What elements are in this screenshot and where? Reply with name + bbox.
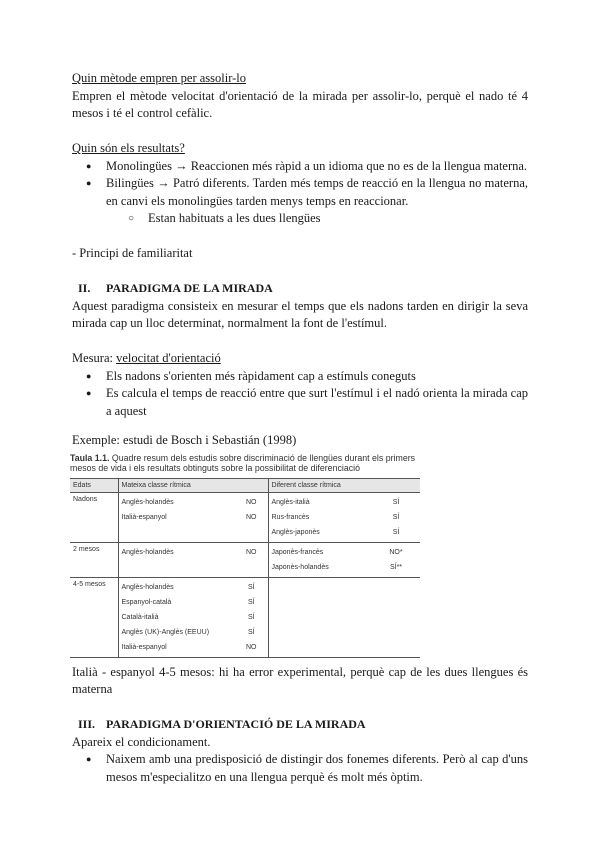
table-row-4-5-mesos <box>70 577 420 657</box>
pair-cell: Espanyol-català <box>121 598 172 606</box>
pair-cell: Anglès-holandès <box>121 548 174 556</box>
familiarity-note: - Principi de familiaritat <box>72 246 193 260</box>
section-iii-bullet-1: ● Naixem amb una predisposició de distingir dos fonemes diferents. Però al cap d'uns mesos m'especialitzo en una llengua perquè és molt més òptim. <box>72 751 528 786</box>
method-answer: Empren el mètode velocitat d'orientació de la mirada per assolir-lo, perquè el nado té 4 mesos i té el control cefàlic. <box>72 88 528 120</box>
pair-cell: Català-italià <box>121 613 159 621</box>
pair-cell: Japonès-holandès <box>271 563 329 571</box>
example-line: Exemple: estudi de Bosch i Sebastián (1998) <box>72 433 297 447</box>
age-cell: 4-5 mesos <box>70 577 118 657</box>
result-cell: SÍ <box>392 528 400 536</box>
results-bullet-bilingual: ● Bilingües → Patró diferents. Tarden més temps de reacció en la llengua no materna, en canvi els monolingües tarden menys temps en reaccionar. <box>72 175 528 210</box>
table-header-row <box>70 478 420 492</box>
pair-cell: Rus-francès <box>271 513 310 521</box>
section-iii-intro: Apareix el condicionament. <box>72 734 211 749</box>
measure-value: velocitat d'orientació <box>116 351 221 365</box>
measure-bullet-2: ● Es calcula el temps de reacció entre que surt l'estímul i el nadó orienta la mirada cap a aquest <box>72 385 528 420</box>
pair-cell: Italià-espanyol <box>121 513 167 521</box>
age-cell: 2 mesos <box>70 542 118 577</box>
result-cell: SÍ <box>247 628 255 636</box>
pair-cell: Anglès-holandès <box>121 498 174 506</box>
result-cell: NO <box>246 643 257 651</box>
measure-line <box>72 350 528 368</box>
section-iii-title: PARADIGMA D'ORIENTACIÓ DE LA MIRADA <box>106 717 366 731</box>
header-same-class: Mateixa classe rítmica <box>118 478 235 492</box>
table-row-nadons <box>70 492 420 542</box>
after-table-note: Italià - espanyol 4-5 mesos: hi ha error experimental, perquè cap de les dues llengues és materna <box>72 664 528 696</box>
age-cell: Nadons <box>70 492 118 542</box>
header-diff-result <box>372 478 420 492</box>
result-cell: NO <box>246 498 257 506</box>
section-iii-number: III. <box>78 717 96 731</box>
measure-label: Mesura: <box>72 351 117 365</box>
section-ii-heading <box>72 280 528 298</box>
method-question: Quin mètode empren per assolir-lo <box>72 71 247 85</box>
language-table-figure <box>70 453 420 658</box>
pair-cell: Japonès-francès <box>271 548 324 556</box>
section-iii-heading <box>72 716 528 734</box>
measure-bullet-1: ● Els nadons s'orienten més ràpidament cap a estímuls coneguts <box>72 368 528 386</box>
pair-cell: Anglès (UK)-Anglès (EEUU) <box>121 628 210 636</box>
table-row-2-mesos <box>70 542 420 577</box>
table-caption <box>70 453 420 474</box>
header-same-result <box>235 478 268 492</box>
table-caption-label: Taula 1.1. <box>70 452 110 463</box>
pair-cell: Anglès-italià <box>271 498 310 506</box>
pair-cell: Italià-espanyol <box>121 643 167 651</box>
result-cell: NO <box>246 513 257 521</box>
measure-list <box>72 368 528 421</box>
language-discrimination-table <box>70 478 420 658</box>
results-sub-bullet: ○ Estan habituats a les dues llengües <box>72 210 528 228</box>
results-question: Quin són els resultats? <box>72 141 185 155</box>
result-cell: SÍ <box>247 598 255 606</box>
results-list <box>72 158 528 228</box>
result-cell: SÍ <box>392 498 400 506</box>
header-diff-class: Diferent classe rítmica <box>268 478 372 492</box>
section-ii-body: Aquest paradigma consisteix en mesurar el temps que els nadons tarden en dirigir la seva mirada cap un lloc determinat, normalment la font de l'estímul. <box>72 298 528 330</box>
section-ii-title: PARADIGMA DE LA MIRADA <box>106 281 273 295</box>
result-cell: SÍ <box>247 613 255 621</box>
section-ii-number: II. <box>78 281 91 295</box>
pair-cell: Anglès-holandès <box>121 583 174 591</box>
section-iii-list <box>72 751 528 786</box>
result-cell: NO* <box>389 548 403 556</box>
result-cell: SÍ <box>247 583 255 591</box>
results-bullet-monolingual: ● Monolingües → Reaccionen més ràpid a un idioma que no es de la llengua materna. <box>72 158 528 176</box>
result-cell: NO <box>246 548 257 556</box>
pair-cell: Anglès-japonès <box>271 528 320 536</box>
document-page <box>72 70 528 786</box>
table-caption-text: Quadre resum dels estudis sobre discriminació de llengües durant els primers mesos de vida i els resultats obtinguts sobre la possibilitat de diferenciació <box>70 452 416 473</box>
result-cell: SÍ <box>392 513 400 521</box>
header-age: Edats <box>70 478 118 492</box>
result-cell: SÍ** <box>389 563 403 571</box>
